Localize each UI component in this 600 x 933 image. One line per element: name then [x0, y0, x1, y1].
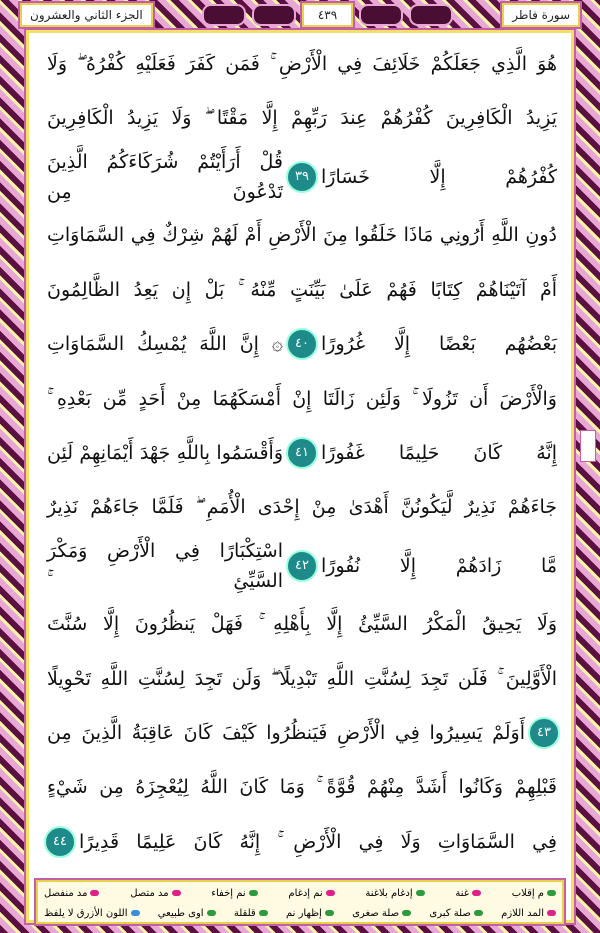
- verse-text: جَاءَهُمْ نَذِيرٌ لَّيَكُونُنَّ أَهْدَىٰ مِنْ إِحْدَى الْأُمَمِ ۖ فَلَمَّا جَاءَهُمْ نَذِيرٌ: [47, 496, 557, 519]
- legend-label: المد اللازم: [501, 908, 544, 919]
- legend-item: [455, 884, 481, 904]
- color-swatch-icon: [249, 890, 258, 896]
- verse-text: فِي السَّمَاوَاتِ وَلَا فِي الْأَرْضِ ۚ إِنَّهُ كَانَ عَلِيمًا قَدِيرًا: [79, 830, 557, 853]
- ornament-icon: [252, 4, 296, 26]
- ayah-number-marker: ٤٤: [44, 826, 76, 858]
- verse-text: يَزِيدُ الْكَافِرِينَ كُفْرُهُمْ عِندَ رَبِّهِمْ إِلَّا مَقْتًا ۖ وَلَا يَزِيدُ الْكَافِرِينَ: [47, 107, 557, 130]
- color-swatch-icon: [259, 910, 268, 916]
- legend-item: [234, 904, 268, 924]
- surah-title: سورة فاطر: [502, 3, 580, 27]
- verse-text: أَمْ آتَيْنَاهُمْ كِتَابًا فَهُمْ عَلَىٰ بَيِّنَتٍ مِّنْهُ ۚ بَلْ إِن يَعِدُ الظَّالِمُونَ: [47, 278, 557, 301]
- color-swatch-icon: [474, 910, 483, 916]
- text-line: [44, 209, 560, 261]
- color-swatch-icon: [207, 910, 216, 916]
- legend-label: غنة: [455, 888, 469, 899]
- legend-label: إظهار نم: [285, 908, 322, 919]
- legend-item: [211, 884, 257, 904]
- legend-item: [130, 884, 180, 904]
- verse-text: الْأَوَّلِينَ ۚ فَلَن تَجِدَ لِسُنَّتِ اللَّهِ تَبْدِيلًا ۖ وَلَن تَجِدَ لِسُنَّتِ اللَّهِ تَحْوِيلًا: [47, 667, 557, 690]
- legend-row: [44, 904, 556, 924]
- text-line: [44, 147, 560, 207]
- verse-text: دُونِ اللَّهِ أَرُونِي مَاذَا خَلَقُوا مِنَ الْأَرْضِ أَمْ لَهُمْ شِرْكٌ فِي السَّمَاوَاتِ: [47, 224, 557, 247]
- verse-text: قُلْ أَرَأَيْتُمْ شُرَكَاءَكُمُ الَّذِينَ تَدْعُونَ مِن: [47, 150, 283, 203]
- ayah-number-marker: ٤٣: [528, 717, 560, 749]
- verse-text: ۞ إِنَّ اللَّهَ يُمْسِكُ السَّمَاوَاتِ: [47, 333, 283, 356]
- text-line: [44, 481, 560, 533]
- quran-text: [44, 38, 560, 868]
- ornament-icon: [359, 4, 403, 26]
- color-swatch-icon: [402, 910, 411, 916]
- color-swatch-icon: [90, 890, 99, 896]
- verse-text: أَوَلَمْ يَسِيرُوا فِي الْأَرْضِ فَيَنظُرُوا كَيْفَ كَانَ عَاقِبَةُ الَّذِينَ مِن: [47, 722, 525, 745]
- ornament-icon: [202, 4, 246, 26]
- text-line: [44, 38, 560, 90]
- ayah-number-marker: ٤١: [286, 437, 318, 469]
- legend-label: اوى طبيعي: [157, 908, 204, 919]
- legend-item: [44, 884, 99, 904]
- verse-text: وَالْأَرْضَ أَن تَزُولَا ۚ وَلَئِن زَالَتَا إِنْ أَمْسَكَهُمَا مِنْ أَحَدٍ مِّن بَعْدِهِ ۚ: [47, 387, 557, 410]
- juz-title: الجزء الثاني والعشرون: [20, 3, 153, 27]
- text-line: [44, 816, 560, 868]
- color-swatch-icon: [547, 910, 556, 916]
- color-swatch-icon: [472, 890, 481, 896]
- verse-text: كُفْرُهُمْ إِلَّا خَسَارًا: [321, 165, 557, 188]
- legend-item: [501, 904, 556, 924]
- legend-label: نم إخفاء: [211, 888, 246, 899]
- color-swatch-icon: [416, 890, 425, 896]
- color-swatch-icon: [547, 890, 556, 896]
- legend-item: [429, 904, 482, 924]
- legend-label: نم إدغام: [288, 888, 323, 899]
- color-swatch-icon: [131, 910, 140, 916]
- text-line: [44, 598, 560, 650]
- legend-label: اللون الأزرق لا يلفظ: [44, 908, 128, 919]
- text-line: [44, 318, 560, 370]
- ayah-number-marker: ٣٩: [286, 161, 318, 193]
- page-number: ٤٣٩: [302, 3, 353, 27]
- verse-text: بَعْضُهُم بَعْضًا إِلَّا غُرُورًا: [321, 333, 557, 356]
- legend-label: م إقلاب: [511, 888, 544, 899]
- text-line: [44, 92, 560, 144]
- ayah-number-marker: ٤٠: [286, 328, 318, 360]
- legend-item: [352, 904, 411, 924]
- ornament-icon: [409, 4, 453, 26]
- legend-item: [288, 884, 334, 904]
- tajweed-legend: [36, 880, 564, 924]
- text-line: [44, 536, 560, 596]
- text-line: [44, 427, 560, 479]
- legend-item: [365, 884, 424, 904]
- text-line: [44, 653, 560, 705]
- verse-text: إِنَّهُ كَانَ حَلِيمًا غَفُورًا: [321, 441, 557, 464]
- legend-label: قلقلة: [233, 908, 256, 919]
- ayah-number-marker: ٤٢: [286, 550, 318, 582]
- verse-text: وَلَا يَحِيقُ الْمَكْرُ السَّيِّئُ إِلَّا بِأَهْلِهِ ۚ فَهَلْ يَنظُرُونَ إِلَّا سُنَّتَ: [47, 613, 557, 636]
- legend-item: [512, 884, 556, 904]
- verse-text: اسْتِكْبَارًا فِي الْأَرْضِ وَمَكْرَ السَّيِّئِ ۚ: [47, 539, 283, 592]
- color-swatch-icon: [325, 910, 334, 916]
- verse-text: وَأَقْسَمُوا بِاللَّهِ جَهْدَ أَيْمَانِهِمْ لَئِن: [47, 441, 283, 464]
- side-marker: [580, 430, 596, 462]
- text-line: [44, 707, 560, 759]
- text-line: [44, 264, 560, 316]
- legend-item: [158, 904, 216, 924]
- verse-text: مَّا زَادَهُمْ إِلَّا نُفُورًا: [321, 554, 557, 577]
- legend-row: [44, 884, 556, 904]
- verse-text: قَبْلِهِمْ وَكَانُوا أَشَدَّ مِنْهُمْ قُوَّةً ۚ وَمَا كَانَ اللَّهُ لِيُعْجِزَهُ مِن شَيْءٍ: [47, 776, 557, 799]
- legend-label: صلة صغرى: [352, 908, 400, 919]
- page-header: [20, 2, 580, 28]
- text-line: [44, 761, 560, 813]
- legend-item: [286, 904, 334, 924]
- legend-label: مد منفصل: [44, 888, 88, 899]
- legend-label: مد متصل: [130, 888, 169, 899]
- color-swatch-icon: [172, 890, 181, 896]
- color-swatch-icon: [326, 890, 335, 896]
- legend-label: صلة كبرى: [429, 908, 471, 919]
- legend-label: إدغام بلاغنة: [365, 888, 413, 899]
- text-line: [44, 373, 560, 425]
- verse-text: هُوَ الَّذِي جَعَلَكُمْ خَلَائِفَ فِي الْأَرْضِ ۚ فَمَن كَفَرَ فَعَلَيْهِ كُفْرُهُ ۖ وَلَا: [47, 53, 557, 75]
- legend-item: [44, 904, 139, 924]
